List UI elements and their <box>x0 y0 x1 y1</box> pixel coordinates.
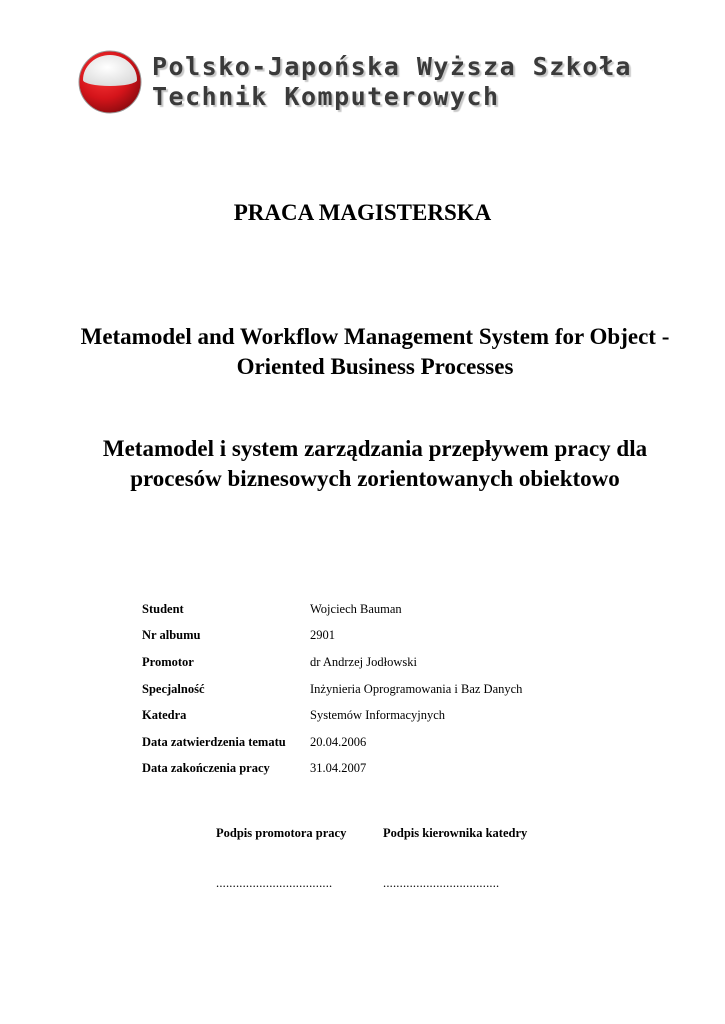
info-row-specialization <box>142 676 522 703</box>
info-value: Systemów Informacyjnych <box>310 708 446 723</box>
thesis-title-english: Metamodel and Workflow Management System for Object - Oriented Business Processes <box>80 324 670 379</box>
info-label: Student <box>142 601 184 616</box>
info-label: Promotor <box>142 654 194 669</box>
info-value: Inżynieria Oprogramowania i Baz Danych <box>310 681 523 696</box>
university-emblem-icon <box>78 50 142 114</box>
info-row-promotor <box>142 649 522 676</box>
university-logo <box>78 46 668 118</box>
info-label: Specjalność <box>142 681 205 696</box>
info-value: 20.04.2006 <box>310 734 367 749</box>
info-row-student <box>142 596 522 623</box>
thesis-info-table <box>142 596 522 782</box>
info-label: Data zakończenia pracy <box>142 761 270 776</box>
info-row-department <box>142 702 522 729</box>
promotor-signature-label: Podpis promotora pracy <box>216 826 347 840</box>
university-name-line1: Polsko-Japońska Wyższa Szkoła <box>152 52 632 81</box>
department-head-signature-line: ................................... <box>383 876 500 890</box>
info-label: Data zatwierdzenia tematu <box>142 734 286 749</box>
info-row-completion-date <box>142 756 522 783</box>
info-value: 2901 <box>310 628 335 643</box>
info-value: Wojciech Bauman <box>310 601 402 616</box>
info-value: 31.04.2007 <box>310 761 367 776</box>
university-name <box>152 52 632 112</box>
info-label: Nr albumu <box>142 628 201 643</box>
promotor-signature-line: ................................... <box>216 876 333 890</box>
info-value: dr Andrzej Jodłowski <box>310 654 417 669</box>
thesis-type-heading: PRACA MAGISTERSKA <box>233 200 492 225</box>
department-head-signature-label: Podpis kierownika katedry <box>383 826 528 840</box>
info-row-album-number <box>142 623 522 650</box>
university-name-line2: Technik Komputerowych <box>152 82 500 111</box>
info-row-approval-date <box>142 729 522 756</box>
thesis-title-polish: Metamodel i system zarządzania przepływem pracy dla procesów biznesowych zorientowanych obiektowo <box>102 436 648 491</box>
info-label: Katedra <box>142 708 187 723</box>
